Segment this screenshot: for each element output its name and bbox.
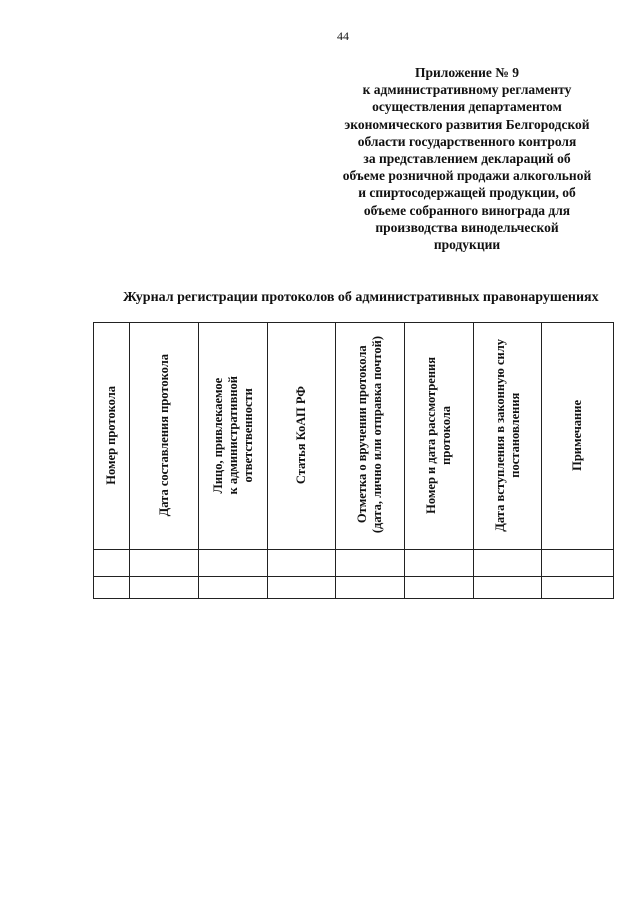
column-header: [94, 323, 130, 550]
table-cell: [199, 550, 268, 577]
appendix-title: Приложение № 9: [415, 65, 519, 80]
column-header: [199, 323, 268, 550]
table-cell: [542, 550, 614, 577]
column-header-label: Отметка о вручении протокола (дата, лично или отправка почтой): [355, 336, 384, 534]
table-cell: [94, 550, 130, 577]
column-header: [130, 323, 199, 550]
appendix-line: и спиртосодержащей продукции, об: [358, 185, 576, 201]
appendix-line: объеме собранного винограда для: [363, 202, 571, 218]
appendix-line: за представлением деклараций об: [363, 151, 571, 167]
table-cell: [268, 577, 336, 599]
appendix-header: [322, 64, 612, 253]
appendix-line: области государственного контроля: [357, 133, 577, 149]
column-header-label: Дата вступления в законную силу постановления: [492, 338, 522, 532]
appendix-line: продукции: [433, 237, 501, 253]
column-header-label: Лицо, привлекаемое к административной ответственности: [210, 375, 255, 495]
appendix-line: экономического развития Белгородской: [344, 116, 590, 132]
table-cell: [336, 550, 405, 577]
column-header-label: Номер и дата рассмотрения протокола: [424, 356, 453, 514]
journal-table: [93, 322, 614, 599]
table-header-row: [94, 323, 614, 550]
journal-title: Журнал регистрации протоколов об административных правонарушениях: [123, 290, 599, 305]
column-header-label: Примечание: [570, 399, 584, 471]
column-header: [268, 323, 336, 550]
table-cell: [474, 550, 542, 577]
appendix-line: объеме розничной продажи алкогольной: [342, 168, 592, 184]
column-header: [474, 323, 542, 550]
table-cell: [268, 550, 336, 577]
column-header-label: Статья КоАП РФ: [294, 385, 308, 485]
table-row: [94, 550, 614, 577]
table-cell: [405, 577, 474, 599]
table-cell: [336, 577, 405, 599]
table-cell: [130, 550, 199, 577]
appendix-line: производства винодельческой: [375, 219, 559, 235]
table-cell: [94, 577, 130, 599]
column-header: [336, 323, 405, 550]
table-cell: [474, 577, 542, 599]
table-cell: [405, 550, 474, 577]
appendix-line: осуществления департаментом: [372, 99, 562, 115]
column-header: [542, 323, 614, 550]
column-header: [405, 323, 474, 550]
page-number: 44: [337, 29, 349, 43]
table-row: [94, 577, 614, 599]
table-cell: [542, 577, 614, 599]
column-header-label: Дата составления протокола: [156, 353, 171, 517]
table-cell: [199, 577, 268, 599]
appendix-line: к административному регламенту: [362, 82, 572, 98]
column-header-label: Номер протокола: [104, 385, 118, 485]
table-cell: [130, 577, 199, 599]
